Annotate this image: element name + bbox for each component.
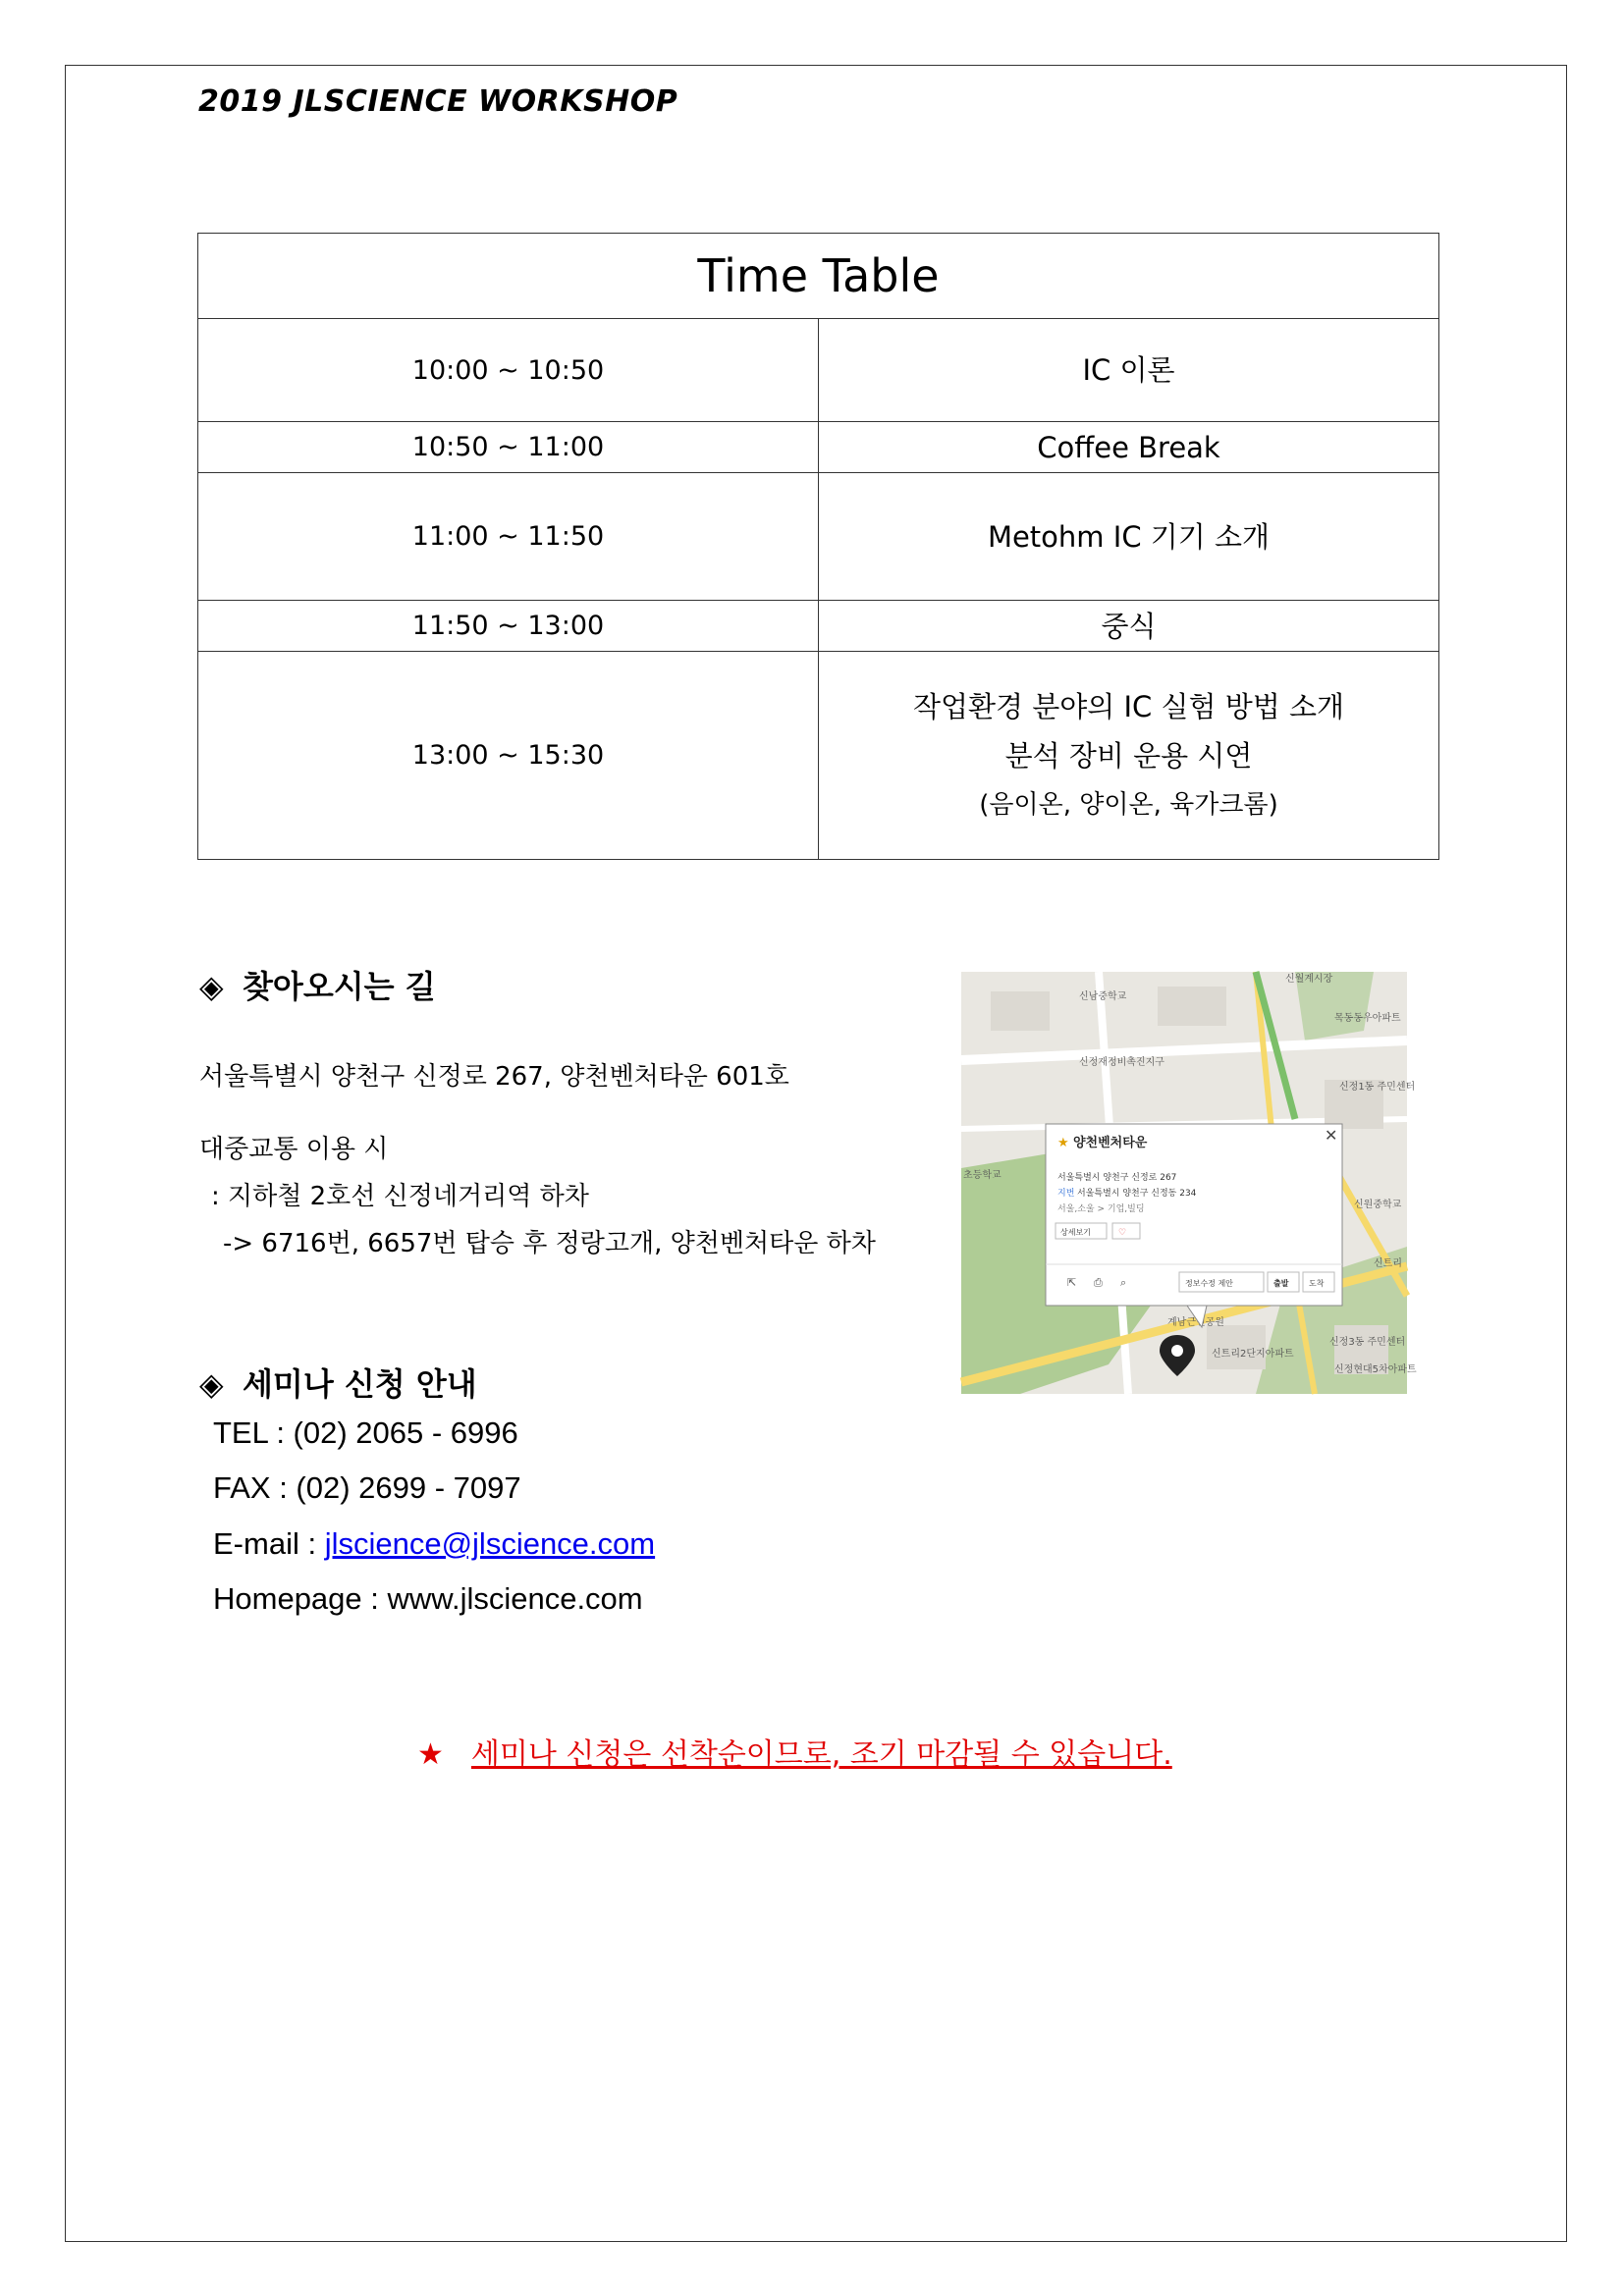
svg-text:목동동우아파트: 목동동우아파트 [1334,1013,1401,1024]
activity-cell: Coffee Break [819,422,1439,473]
star-icon: ★ [1057,1136,1069,1150]
time-cell: 10:00 ~ 10:50 [198,319,819,422]
svg-text:신월계시장: 신월계시장 [1285,974,1333,985]
svg-text:신남중학교: 신남중학교 [1079,991,1127,1002]
tel-line: TEL : (02) 2065 - 6996 [213,1415,518,1450]
svg-text:신정재정비촉진지구: 신정재정비촉진지구 [1079,1057,1164,1068]
seminar-heading: ◈ 세미나 신청 안내 [199,1365,477,1403]
svg-text:상세보기: 상세보기 [1060,1228,1091,1237]
svg-text:출발: 출발 [1273,1279,1289,1288]
svg-text:지번: 지번 [1057,1189,1075,1199]
svg-text:정보수정 제안: 정보수정 제안 [1185,1279,1233,1288]
time-cell: 13:00 ~ 15:30 [198,652,819,860]
timetable-title: Time Table [198,234,1439,319]
notice [417,1730,1172,1773]
fax-line: FAX : (02) 2699 - 7097 [213,1470,521,1505]
timetable [197,233,1439,860]
tel-value: (02) 2065 - 6996 [293,1415,518,1450]
svg-text:서울특별시 양천구 신정동 234: 서울특별시 양천구 신정동 234 [1077,1189,1197,1199]
heart-icon: ♡ [1118,1228,1127,1238]
fax-value: (02) 2699 - 7097 [296,1470,521,1505]
email-link[interactable]: jlscience@jlscience.com [324,1526,656,1561]
activity-cell: Metohm IC 기기 소개 [819,473,1439,601]
svg-text:신원중학교: 신원중학교 [1354,1200,1402,1210]
svg-text:서울,소울 > 기업,빌딩: 서울,소울 > 기업,빌딩 [1057,1204,1145,1214]
svg-text:신트리: 신트리 [1374,1258,1402,1269]
homepage-value: www.jlscience.com [387,1581,643,1616]
share-icon: ⇱ [1067,1276,1077,1289]
time-cell: 11:50 ~ 13:00 [198,601,819,652]
svg-text:신정3동 주민센터: 신정3동 주민센터 [1329,1337,1406,1348]
diamond-bullet-icon: ◈ [199,968,224,1005]
svg-text:계남근린공원: 계남근린공원 [1167,1317,1224,1328]
directions-heading: ◈ 찾아오시는 길 [199,968,436,1005]
activity-cell: IC 이론 [819,319,1439,422]
svg-text:초등학교: 초등학교 [963,1170,1001,1181]
notice-text: 세미나 신청은 선착순이므로, 조기 마감될 수 있습니다. [470,1737,1172,1772]
svg-text:신트리2단지아파트: 신트리2단지아파트 [1212,1349,1294,1360]
diamond-bullet-icon: ◈ [199,1365,224,1403]
time-cell: 10:50 ~ 11:00 [198,422,819,473]
activity-cell: 작업환경 분야의 IC 실험 방법 소개 분석 장비 운용 시연 (음이온, 양이온, 육가크롬) [819,652,1439,860]
svg-text:양천벤처타운: 양천벤처타운 [1073,1136,1148,1150]
table-row [198,601,1439,652]
table-row [198,652,1439,860]
activity-cell: 중식 [819,601,1439,652]
svg-text:신정1동 주민센터: 신정1동 주민센터 [1339,1082,1416,1093]
time-cell: 11:00 ~ 11:50 [198,473,819,601]
map-popup [1046,1124,1342,1327]
star-icon: ★ [417,1737,444,1772]
svg-text:서울특별시 양천구 신정로 267: 서울특별시 양천구 신정로 267 [1057,1173,1177,1183]
email-line: E-mail : jlscience@jlscience.com [213,1526,656,1561]
map-image [961,972,1417,1394]
header-title: 2019 JLSCIENCE WORKSHOP [198,84,678,119]
transit-label: 대중교통 이용 시 [199,1135,389,1164]
print-icon: ⎙ [1094,1276,1103,1289]
svg-text:도착: 도착 [1309,1279,1325,1288]
location-map[interactable] [961,972,1417,1394]
homepage-line: Homepage : www.jlscience.com [213,1581,643,1616]
transit-bus: -> 6716번, 6657번 탑승 후 정랑고개, 양천벤처타운 하차 [223,1229,876,1258]
transit-subway: : 지하철 2호선 신정네거리역 하차 [211,1182,589,1211]
table-row [198,422,1439,473]
table-row [198,319,1439,422]
svg-text:신정현대5차아파트: 신정현대5차아파트 [1334,1364,1417,1375]
address: 서울특별시 양천구 신정로 267, 양천벤처타운 601호 [199,1062,789,1092]
zoom-icon: ⌕ [1120,1276,1127,1289]
table-row [198,473,1439,601]
close-icon: ✕ [1325,1126,1338,1145]
